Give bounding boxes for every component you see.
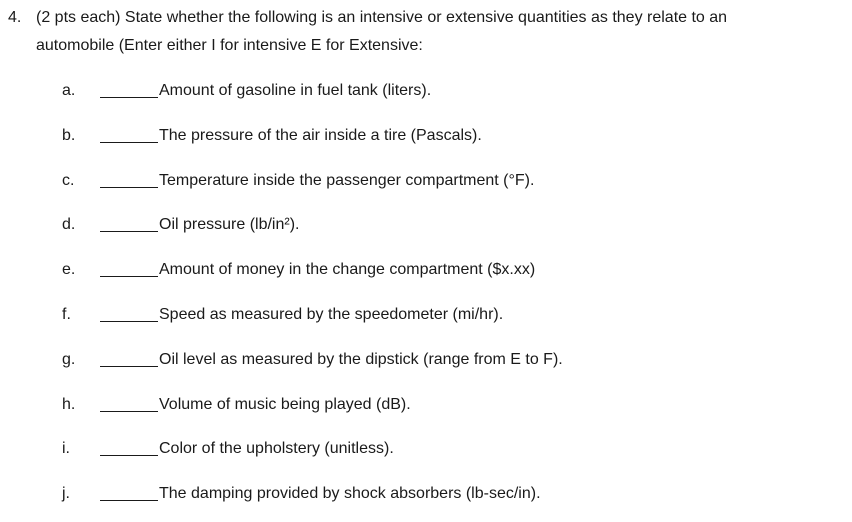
item-text: Amount of money in the change compartment ($x.xx): [159, 261, 536, 278]
question-number: 4.: [8, 9, 22, 26]
answer-blank-d[interactable]: [100, 214, 158, 232]
item-text: Amount of gasoline in fuel tank (liters).: [159, 82, 432, 99]
item-text: The damping provided by shock absorbers (lb-sec/in).: [159, 485, 541, 502]
item-letter: g.: [62, 351, 76, 368]
list-item-a: [0, 80, 852, 102]
answer-blank-f[interactable]: [100, 304, 158, 322]
answer-blank-g[interactable]: [100, 349, 158, 367]
list-item-d: [0, 214, 852, 236]
list-item-j: [0, 483, 852, 505]
list-item-i: [0, 438, 852, 460]
item-letter: d.: [62, 216, 76, 233]
item-text: Color of the upholstery (unitless).: [159, 440, 394, 457]
answer-blank-b[interactable]: [100, 125, 158, 143]
question-line-1: [8, 8, 727, 28]
answer-blank-i[interactable]: [100, 438, 158, 456]
item-letter: i.: [62, 440, 70, 457]
item-letter: h.: [62, 396, 76, 413]
item-text: Volume of music being played (dB).: [159, 396, 411, 413]
item-text: Oil pressure (lb/in²).: [159, 216, 300, 233]
item-letter: e.: [62, 261, 76, 278]
answer-blank-h[interactable]: [100, 394, 158, 412]
item-text: Temperature inside the passenger compartment (°F).: [159, 172, 535, 189]
item-letter: a.: [62, 82, 76, 99]
item-text: The pressure of the air inside a tire (Pascals).: [159, 127, 482, 144]
list-item-h: [0, 394, 852, 416]
list-item-e: [0, 259, 852, 281]
list-item-f: [0, 304, 852, 326]
question-prompt-line-2: automobile (Enter either I for intensive E for Extensive:: [36, 37, 423, 54]
list-item-c: [0, 170, 852, 192]
list-item-g: [0, 349, 852, 371]
item-letter: c.: [62, 172, 75, 189]
answer-blank-a[interactable]: [100, 80, 158, 98]
list-item-b: [0, 125, 852, 147]
question-prompt-line-1: (2 pts each) State whether the following is an intensive or extensive quantities as they relate to an: [36, 9, 728, 26]
answer-blank-e[interactable]: [100, 259, 158, 277]
item-letter: b.: [62, 127, 76, 144]
item-letter: f.: [62, 306, 71, 323]
item-text: Oil level as measured by the dipstick (range from E to F).: [159, 351, 563, 368]
answer-blank-c[interactable]: [100, 170, 158, 188]
item-text: Speed as measured by the speedometer (mi/hr).: [159, 306, 504, 323]
item-letter: j.: [62, 485, 70, 502]
answer-blank-j[interactable]: [100, 483, 158, 501]
